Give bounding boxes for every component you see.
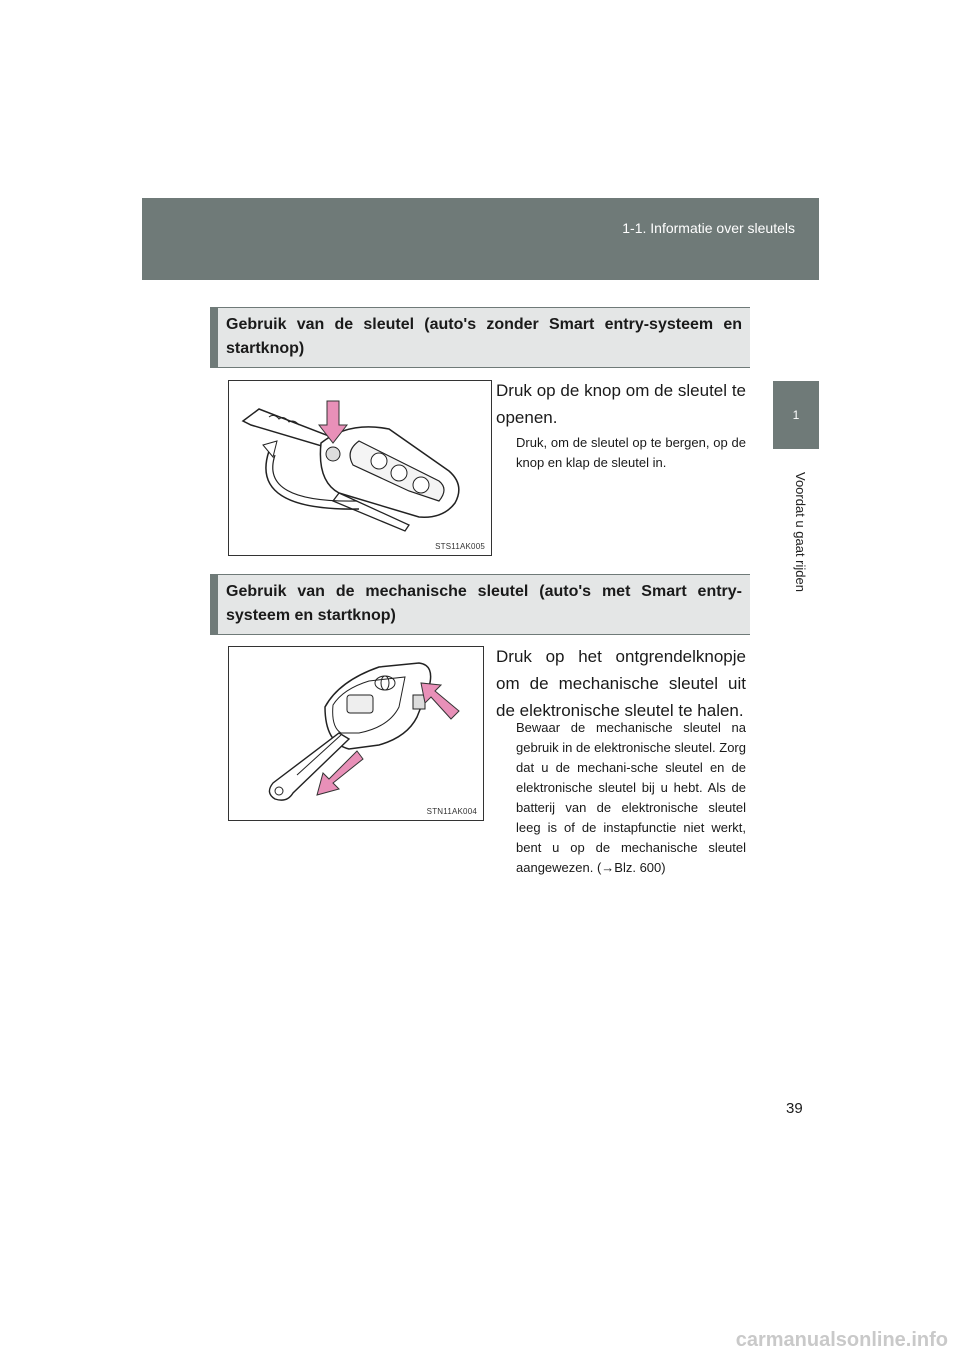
instruction-main: Druk op de knop om de sleutel te openen. [496, 381, 746, 427]
instruction-main: Druk op het ontgrendelknopje om de mechanische sleutel uit de elektronische sleutel te halen. [496, 647, 746, 720]
watermark: carmanualsonline.info [735, 1329, 948, 1351]
header-bar [142, 198, 819, 280]
smart-key-illustration [228, 646, 484, 821]
instruction-sub: Bewaar de mechanische sleutel na gebruik in de elektronische sleutel. Zorg dat u de mechani-sche sleutel en de elektronische sleutel bij u hebt. Als de batterij van de elektronische sleutel leeg is of de instapfunctie niet werkt, bent u op de mechanische sleutel aangewezen. (→Blz. 600) [516, 720, 746, 875]
chapter-title: Voordat u gaat rijden [793, 472, 808, 592]
key-fold-drawing [229, 381, 491, 555]
chapter-tab: 1 [773, 381, 819, 449]
page-number: 39 [786, 1100, 803, 1117]
key-fold-illustration [228, 380, 492, 556]
instruction-sub: Druk, om de sleutel op te bergen, op de knop en klap de sleutel in. [516, 435, 746, 470]
figure-code: STN11AK004 [426, 807, 477, 816]
section-heading-key: Gebruik van de sleutel (auto's zonder Smart entry-systeem en startknop) [210, 307, 750, 368]
figure-code: STS11AK005 [435, 542, 485, 551]
section-heading-mechanical-key: Gebruik van de mechanische sleutel (auto's met Smart entry-systeem en startknop) [210, 574, 750, 635]
section-title: 1-1. Informatie over sleutels [622, 220, 795, 236]
smart-key-drawing [229, 647, 483, 820]
